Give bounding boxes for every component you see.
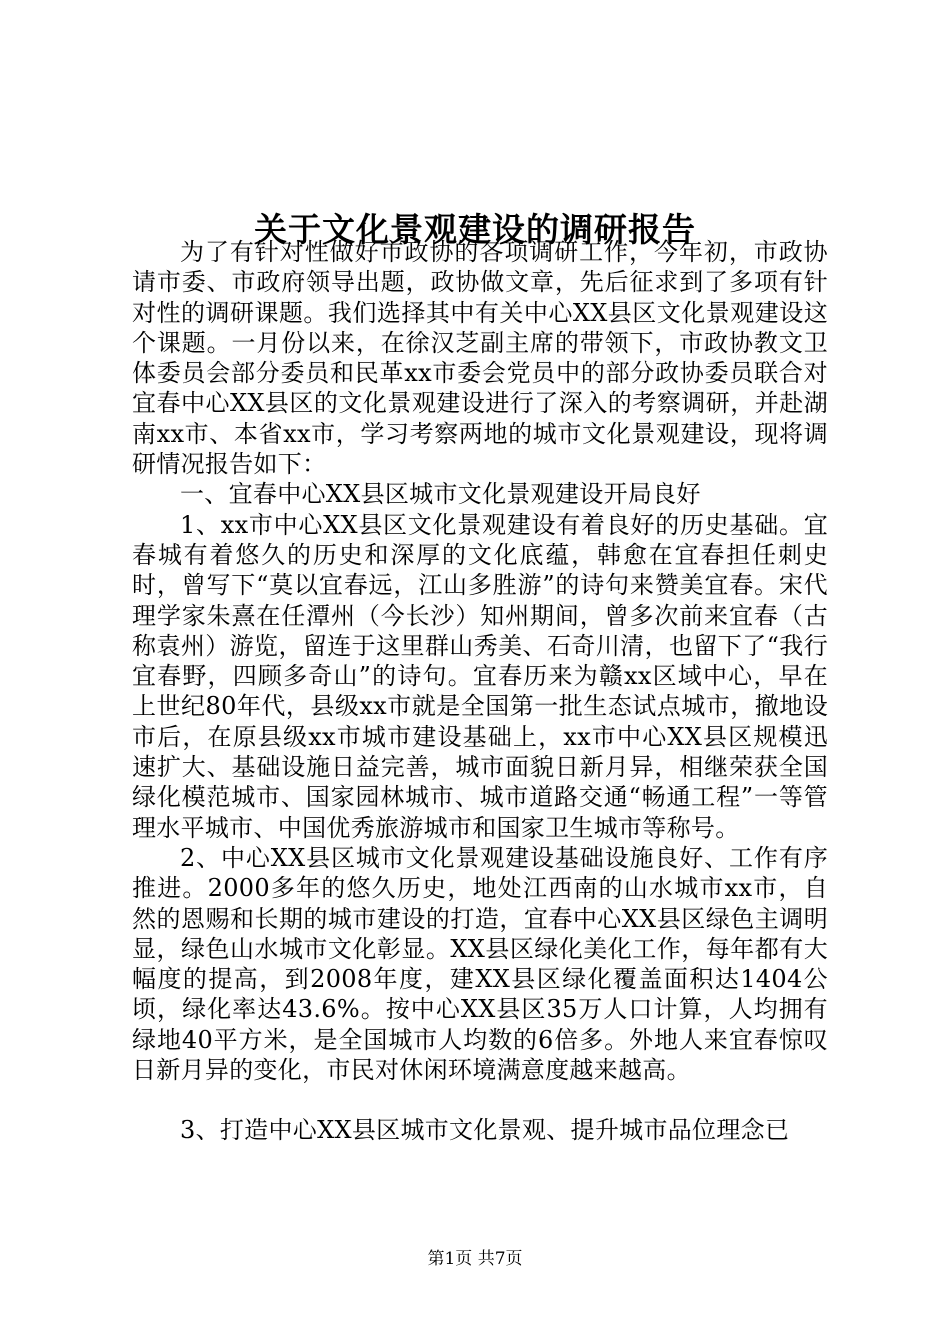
document-title: 关于文化景观建设的调研报告 [254,210,696,250]
paragraph-intro: 为了有针对性做好市政协的各项调研工作，今年初，市政协请市委、市政府领导出题，政协做文章，先后征求到了多项有针对性的调研课题。我们选择其中有关中心XX县区文化景观建设这个课题。一月份以来，在徐汉芝副主席的带领下，市政协教文卫体委员会部分委员和民革xx市委会党员中的部分政协委员联合对宜春中心XX县区的文化景观建设进行了深入的考察调研，并赴湖南xx市、本省xx市，学习考察两地的城市文化景观建设，现将调研情况报告如下： [132,238,828,479]
paragraph-point-3: 3、打造中心XX县区城市文化景观、提升城市品位理念已 [180,1116,790,1145]
paragraph-point-2: 2、中心XX县区城市文化景观建设基础设施良好、工作有序推进。2000多年的悠久历史，地处江西南的山水城市xx市，自然的恩赐和长期的城市建设的打造，宜春中心XX县区绿色主调明显，绿色山水城市文化彰显。XX县区绿化美化工作，每年都有大幅度的提高，到2008年度，建XX县区绿化覆盖面积达1404公顷，绿化率达43.6%。按中心XX县区35万人口计算，人均拥有绿地40平方米，是全国城市人均数的6倍多。外地人来宜春惊叹日新月异的变化，市民对休闲环境满意度越来越高。 [132,843,828,1085]
paragraph-point-1: 1、xx市中心XX县区文化景观建设有着良好的历史基础。宜春城有着悠久的历史和深厚的文化底蕴，韩愈在宜春担任刺史时，曾写下“莫以宜春远，江山多胜游”的诗句来赞美宜春。宋代理学家朱熹在任潭州（今长沙）知州期间，曾多次前来宜春（古称袁州）游览，留连于这里群山秀美、石奇川清，也留下了“我行宜春野，四顾多奇山”的诗句。宜春历来为赣xx区域中心，早在上世纪80年代，县级xx市就是全国第一批生态试点城市，撤地设市后，在原县级xx市城市建设基础上，xx市中心XX县区规模迅速扩大、基础设施日益完善，城市面貌日新月异，相继荣获全国绿化模范城市、国家园林城市、城市道路交通“畅通工程”一等管理水平城市、中国优秀旅游城市和国家卫生城市等称号。 [132,510,828,842]
section-heading-1: 一、宜春中心XX县区城市文化景观建设开局良好 [180,480,701,509]
document-body [132,237,828,1146]
page-number-footer: 第1页 共7页 [427,1249,523,1269]
